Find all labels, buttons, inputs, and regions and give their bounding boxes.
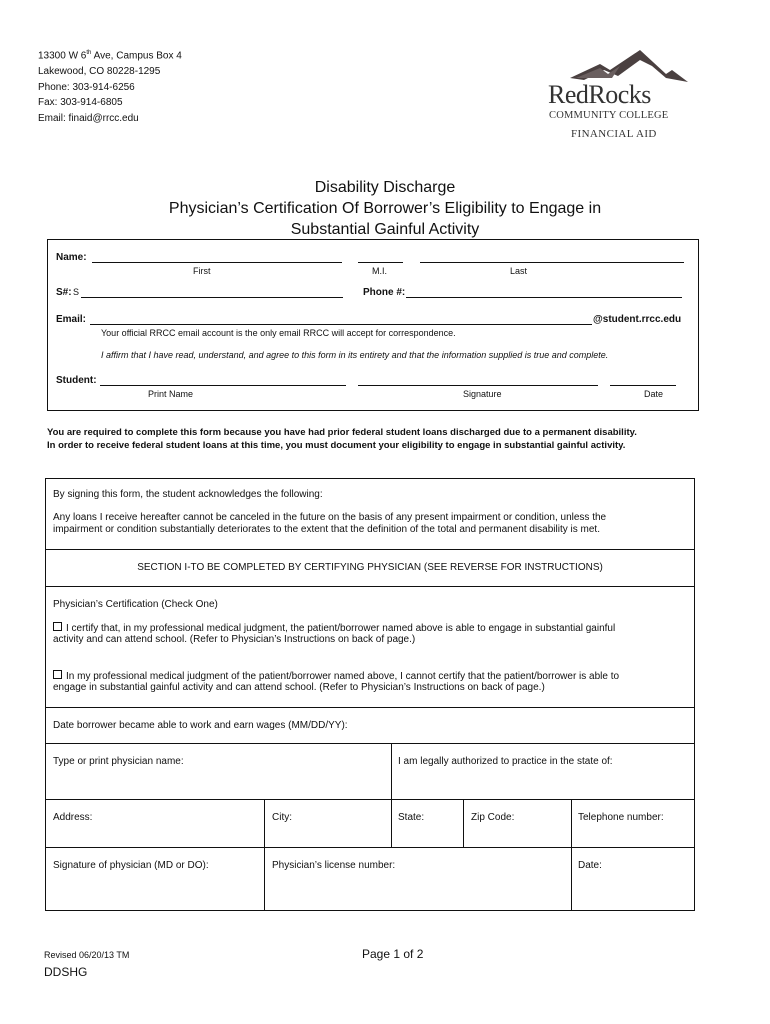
page-title xyxy=(0,177,770,240)
date-able-label[interactable]: Date borrower became able to work and earn wages (MM/DD/YY): xyxy=(53,720,348,731)
physician-date-label[interactable]: Date: xyxy=(578,860,602,871)
title-line-1: Disability Discharge xyxy=(314,179,456,196)
divider xyxy=(264,799,265,847)
print-name-field[interactable] xyxy=(100,385,346,386)
zip-label[interactable]: Zip Code: xyxy=(471,812,515,823)
divider xyxy=(391,799,392,847)
option-2 xyxy=(53,670,619,682)
first-name-field[interactable] xyxy=(92,262,342,263)
divider xyxy=(46,586,694,587)
telephone-label[interactable]: Telephone number: xyxy=(578,812,664,823)
section-heading: SECTION I-TO BE COMPLETED BY CERTIFYING PHYSICIAN (SEE REVERSE FOR INSTRUCTIONS) xyxy=(137,562,603,573)
phone-line: Phone: 303-914-6256 xyxy=(38,81,135,93)
physician-signature-label[interactable]: Signature of physician (MD or DO): xyxy=(53,860,209,871)
divider xyxy=(46,743,694,744)
email-line: Email: finaid@rrcc.edu xyxy=(38,112,139,124)
mountain-icon xyxy=(548,48,698,84)
divider xyxy=(571,799,572,910)
last-name-field[interactable] xyxy=(420,262,684,263)
title-line-2: Physician’s Certification Of Borrower’s Eligibility to Engage in xyxy=(168,200,602,217)
loan-text-2: impairment or condition substantially deteriorates to the extent that the definition of the total and permanent disability is met. xyxy=(53,524,600,535)
divider xyxy=(46,799,694,800)
state-label[interactable]: State: xyxy=(398,812,425,823)
form-code: DDSHG xyxy=(44,965,88,979)
date-caption: Date xyxy=(644,389,664,399)
email-field[interactable] xyxy=(90,324,592,325)
student-label: Student: xyxy=(56,375,97,386)
s-number-label: S#: xyxy=(56,287,72,298)
last-caption: Last xyxy=(510,266,528,276)
fax-line: Fax: 303-914-6805 xyxy=(38,97,123,109)
signature-caption: Signature xyxy=(463,389,502,399)
option-2-text: In my professional medical judgment of the patient/borrower named above, I cannot certify that the patient/borrower is able to xyxy=(66,671,620,682)
mi-field[interactable] xyxy=(358,262,403,263)
email-label: Email: xyxy=(56,314,87,325)
divider xyxy=(463,799,464,847)
notice-text xyxy=(47,426,707,452)
divider xyxy=(46,549,694,550)
address-line-1: 13300 W 6th Ave, Campus Box 4 xyxy=(38,50,182,62)
address-block xyxy=(38,46,182,126)
student-info-box xyxy=(47,239,699,411)
revised-note: Revised 06/20/13 TM xyxy=(44,950,130,960)
option-1 xyxy=(53,622,615,634)
address-line-2: Lakewood, CO 80228-1295 xyxy=(38,65,161,77)
email-note: Your official RRCC email account is the only email RRCC will accept for correspondence. xyxy=(101,328,456,338)
phone-label: Phone #: xyxy=(363,287,406,298)
notice-line-1: You are required to complete this form because you have had prior federal student loans discharged due to a permanent disability. xyxy=(47,427,637,438)
license-number-label[interactable]: Physician’s license number: xyxy=(272,860,396,871)
email-suffix: @student.rrcc.edu xyxy=(593,314,682,325)
mi-caption: M.I. xyxy=(372,266,387,276)
option-2-text-2: engage in substantial gainful activity and can attend school. (Refer to Physician’s Instructions on back of page.) xyxy=(53,682,545,693)
acknowledge-text: By signing this form, the student acknowledges the following: xyxy=(53,489,323,500)
date-field[interactable] xyxy=(610,385,676,386)
loan-text-1: Any loans I receive hereafter cannot be canceled in the future on the basis of any present impairment or condition, unless the xyxy=(53,512,607,523)
address-label[interactable]: Address: xyxy=(53,812,93,823)
divider xyxy=(46,707,694,708)
logo-dept: FINANCIAL AID xyxy=(571,128,657,140)
s-prefix: S xyxy=(73,287,80,297)
checkbox-icon[interactable] xyxy=(53,670,62,679)
option-1-text: I certify that, in my professional medical judgment, the patient/borrower named above is able to engage in substantial gainful xyxy=(66,623,616,634)
name-label: Name: xyxy=(56,252,87,263)
signature-field[interactable] xyxy=(358,385,598,386)
page-number: Page 1 of 2 xyxy=(362,947,424,961)
print-name-caption: Print Name xyxy=(148,389,194,399)
checkbox-icon[interactable] xyxy=(53,622,62,631)
title-line-3: Substantial Gainful Activity xyxy=(290,221,480,238)
option-1-text-2: activity and can attend school. (Refer to Physician’s Instructions on back of page.) xyxy=(53,634,416,645)
phone-field[interactable] xyxy=(406,297,682,298)
physician-name-label[interactable]: Type or print physician name: xyxy=(53,756,184,767)
affirm-statement: I affirm that I have read, understand, and agree to this form in its entirety and that the information supplied is true and complete. xyxy=(101,350,609,360)
divider xyxy=(46,847,694,848)
notice-line-2: In order to receive federal student loans at this time, you must document your eligibility to engage in substantial gainful activity. xyxy=(47,440,626,451)
divider xyxy=(391,743,392,799)
divider xyxy=(264,847,265,910)
s-number-field[interactable] xyxy=(81,297,343,298)
logo-subtitle: COMMUNITY COLLEGE xyxy=(549,110,669,121)
physician-form xyxy=(45,478,695,911)
authorized-state-label[interactable]: I am legally authorized to practice in the state of: xyxy=(398,756,613,767)
red-rocks-logo xyxy=(548,48,698,148)
logo-name: RedRocks xyxy=(548,80,651,109)
city-label[interactable]: City: xyxy=(272,812,292,823)
first-caption: First xyxy=(193,266,211,276)
cert-heading: Physician’s Certification (Check One) xyxy=(53,599,218,610)
